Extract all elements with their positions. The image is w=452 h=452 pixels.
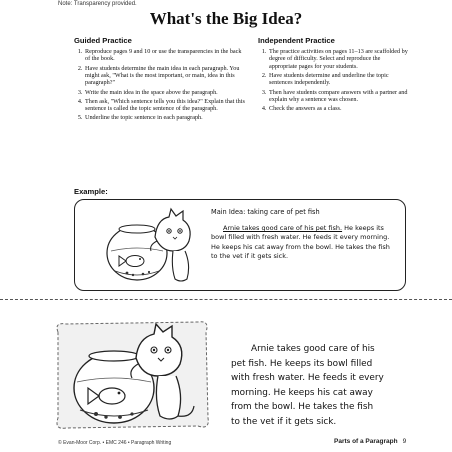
topic-sentence: Arnie takes good care of his pet fish.	[223, 224, 343, 232]
student-paragraph	[231, 342, 441, 430]
paragraph-line-text: Arnie takes good care of his	[251, 344, 375, 354]
supporting-sentences: He keeps its bowl filled with fresh water. He feeds it every morning. He keeps his cat away from the bowl. He takes the fish to the vet if it gets sick.	[211, 224, 390, 261]
independent-practice-section	[258, 36, 408, 114]
list-item: 4. Then ask, "Which sentence tells you this idea?" Explain that this sentence is called the topic sentence of the paragraph.	[84, 98, 246, 113]
example-label: Example:	[74, 187, 108, 196]
list-item: 1. The practice activities on pages 11–13 are scaffolded by degree of difficulty. Select and reproduce the appropriate pages for your students.	[268, 48, 408, 70]
list-item: 5. Underline the topic sentence in each paragraph.	[84, 114, 246, 121]
list-item: 2. Have students determine the main idea in each paragraph. You might ask, "What is the most important, or main, idea in this paragraph?"	[84, 65, 246, 87]
cat-fishbowl-illustration	[52, 318, 212, 432]
footer-title: Parts of a Paragraph	[334, 438, 398, 445]
independent-practice-list	[258, 48, 408, 113]
list-item: 2. Have students determine and underline the topic sentences independently.	[268, 72, 408, 87]
example-box	[74, 199, 406, 291]
independent-practice-heading: Independent Practice	[258, 36, 335, 45]
list-item: 4. Check the answers as a class.	[268, 105, 408, 112]
paragraph-line: with fresh water. He feeds it every	[231, 373, 384, 384]
paragraph-line: pet fish. He keeps its bowl filled	[231, 358, 373, 369]
list-item: 3. Write the main idea in the space above the paragraph.	[84, 89, 246, 96]
cat-fishbowl-illustration	[97, 207, 197, 285]
paragraph-line	[231, 342, 441, 357]
main-idea-text: Main Idea: taking care of pet fish	[211, 208, 320, 216]
footer-copyright: © Evan-Moor Corp. • EMC 246 • Paragraph Writing	[58, 440, 172, 446]
list-item: 3. Then have students compare answers with a partner and explain why a sentence was chosen.	[268, 89, 408, 104]
example-paragraph	[211, 224, 396, 262]
paragraph-line: morning. He keeps his cat away	[231, 387, 373, 398]
dashed-divider	[0, 299, 452, 300]
paragraph-line: to the vet if it gets sick.	[231, 416, 337, 427]
page-title: What's the Big Idea?	[149, 9, 303, 28]
footer-section	[334, 438, 406, 445]
paragraph-line: from the bowl. He takes the fish	[231, 402, 374, 413]
list-item: 1. Reproduce pages 9 and 10 or use the transparencies in the back of the book.	[84, 48, 246, 63]
guided-practice-heading: Guided Practice	[74, 36, 132, 45]
guided-practice-section	[74, 36, 246, 124]
transparency-note: Note: Transparency provided.	[58, 1, 137, 7]
guided-practice-list	[74, 48, 246, 122]
student-illustration	[52, 318, 212, 432]
page-number: 9	[402, 438, 407, 445]
